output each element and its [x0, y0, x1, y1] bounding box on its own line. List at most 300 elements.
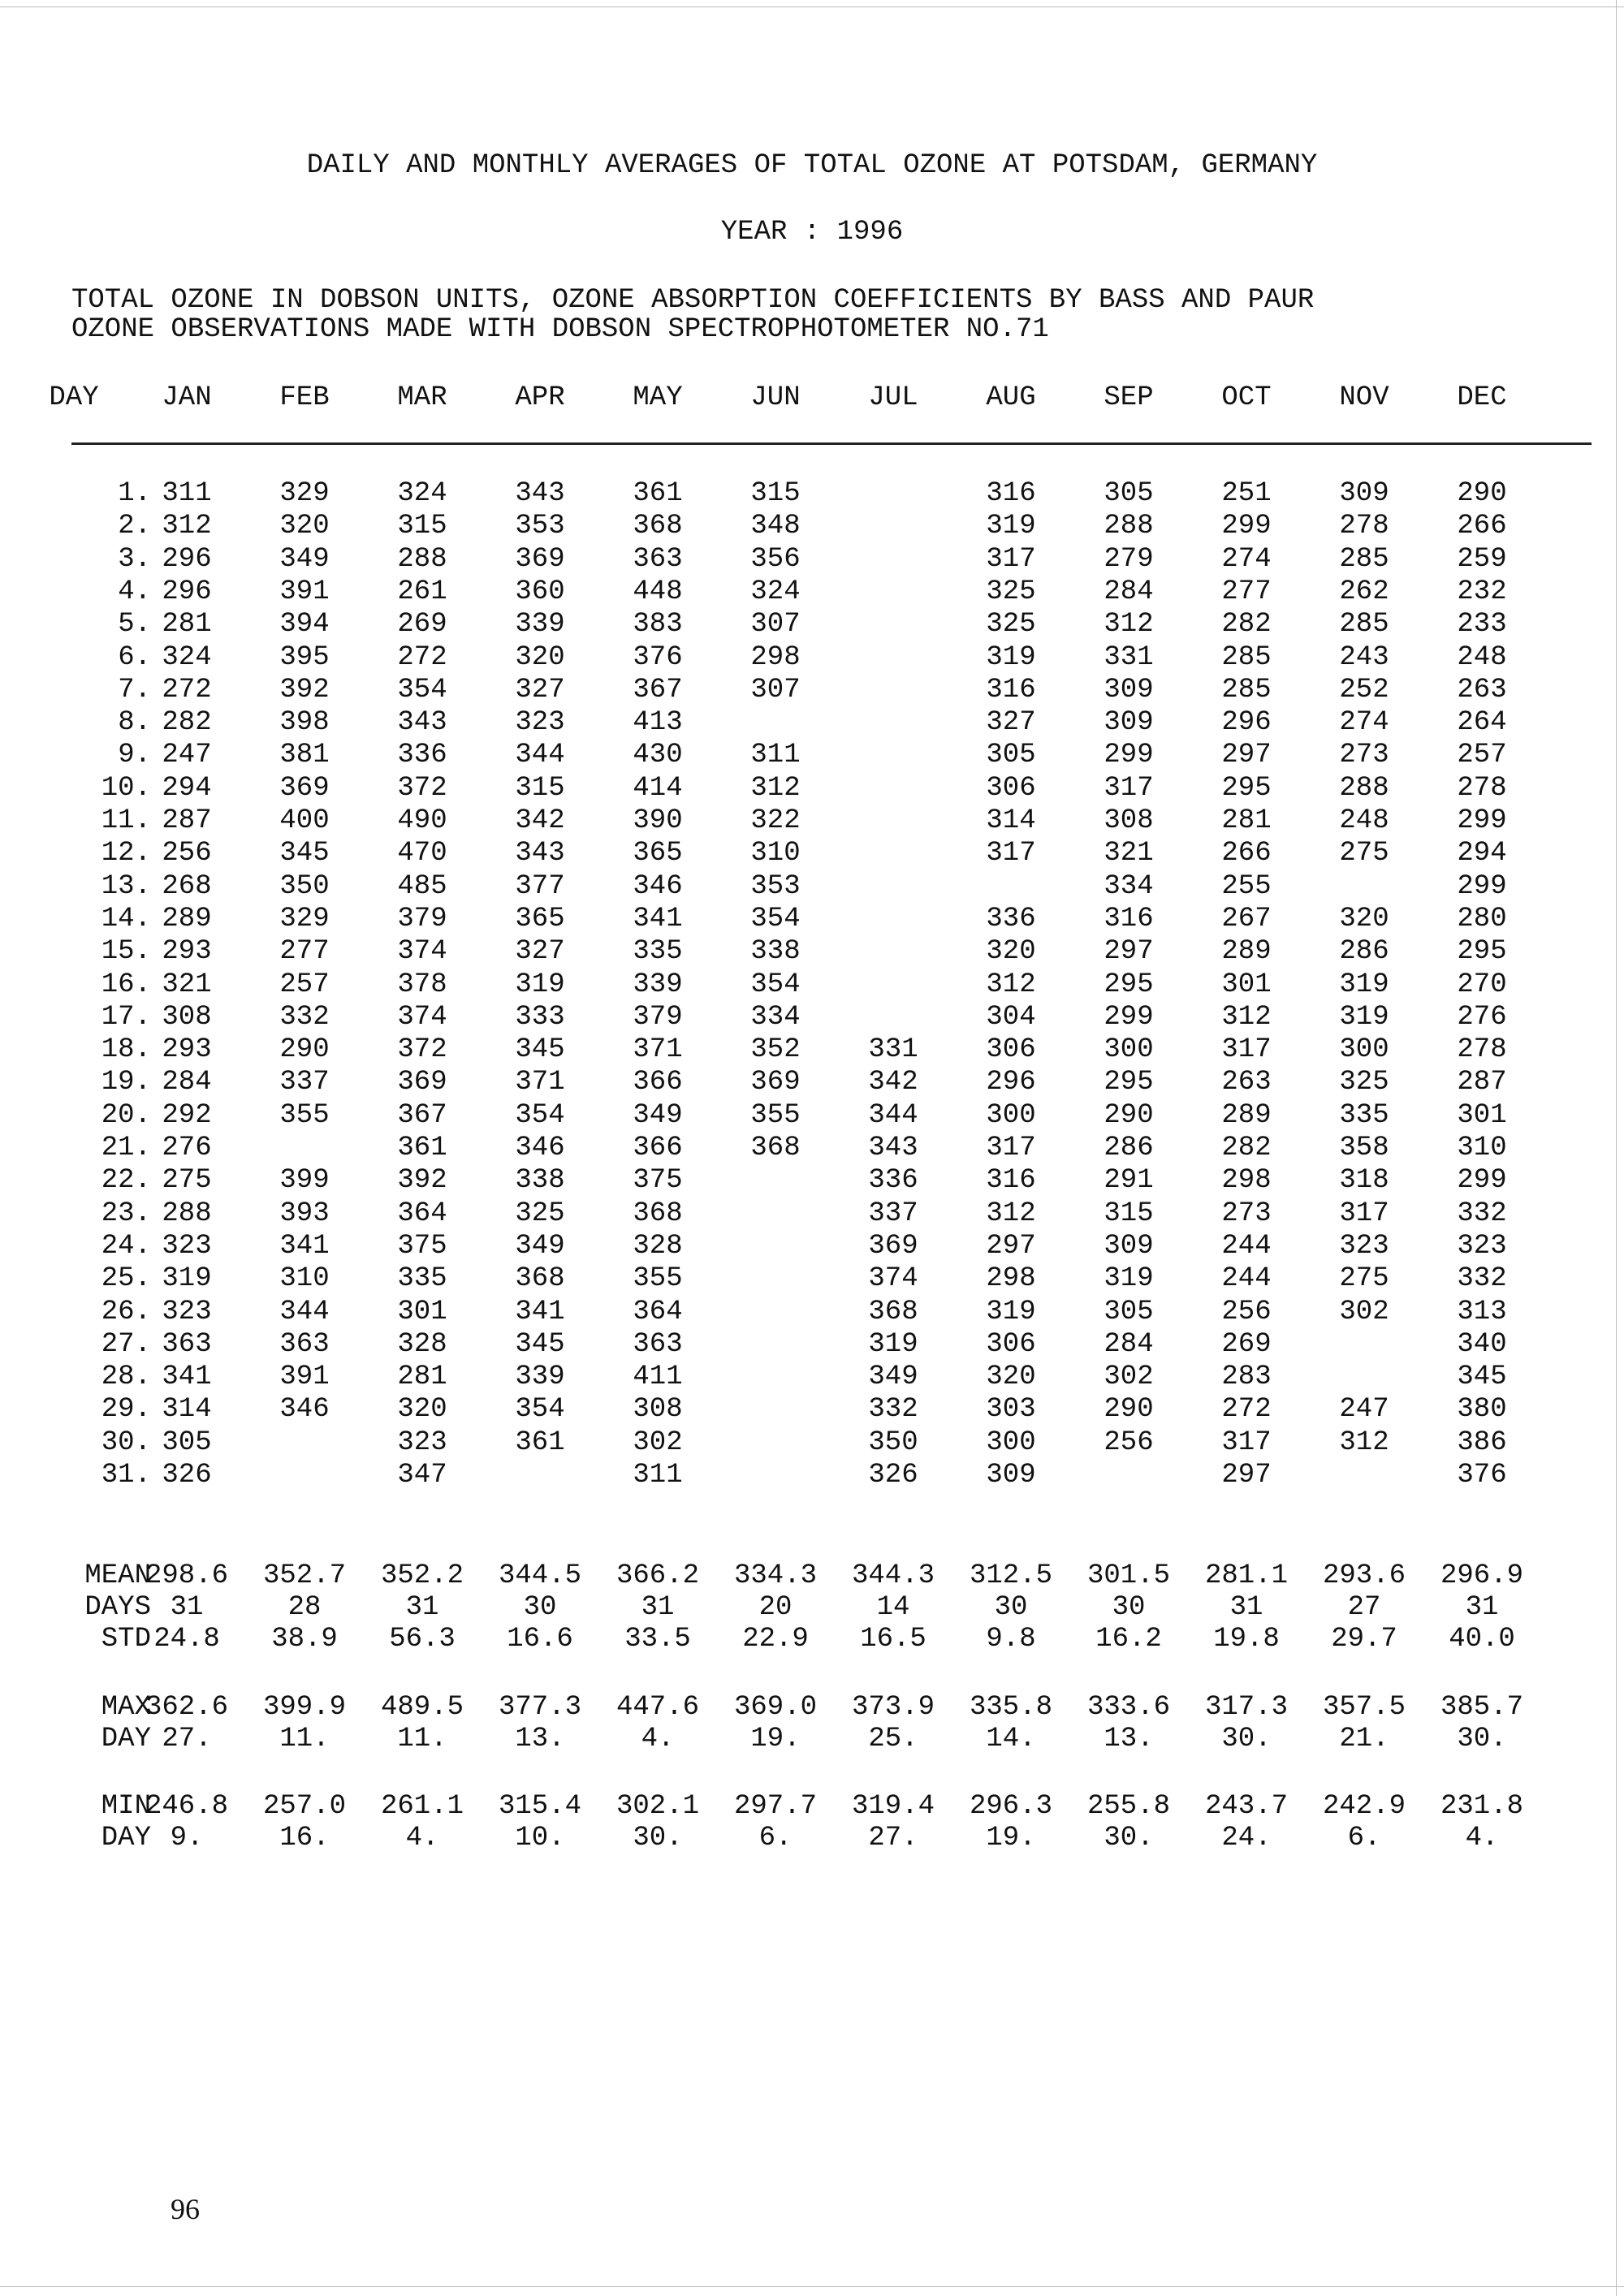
daily-value-cell: 326: [868, 1460, 918, 1491]
daily-value-cell: 280: [1457, 904, 1507, 934]
column-header: DAY: [49, 382, 99, 413]
daily-value-cell: 319: [986, 642, 1036, 673]
daily-value-cell: 323: [162, 1231, 212, 1262]
daily-value-cell: 317: [986, 838, 1036, 869]
daily-value-cell: 411: [633, 1362, 683, 1392]
daily-value-cell: 298: [986, 1263, 1036, 1294]
daily-value-cell: 345: [279, 838, 330, 869]
daily-value-cell: 310: [279, 1263, 330, 1294]
daily-value-cell: 379: [633, 1002, 683, 1033]
daily-value-cell: 256: [1221, 1297, 1272, 1327]
daily-value-cell: 325: [986, 609, 1036, 640]
daily-value-cell: 290: [1457, 478, 1507, 509]
daily-value-cell: 282: [1221, 1133, 1272, 1163]
daily-value-cell: 343: [515, 478, 565, 509]
daily-value-cell: 332: [1457, 1198, 1507, 1229]
summary-value-cell: 28: [287, 1592, 322, 1623]
summary-value-cell: 40.0: [1449, 1624, 1515, 1655]
daily-value-cell: 338: [515, 1165, 565, 1196]
summary-value-cell: 246.8: [145, 1791, 229, 1822]
daily-value-cell: 311: [633, 1460, 683, 1491]
daily-value-cell: 329: [279, 904, 330, 934]
daily-value-cell: 340: [1457, 1329, 1507, 1360]
column-header: AUG: [986, 382, 1036, 413]
day-label: 31.: [101, 1460, 151, 1491]
daily-value-cell: 306: [986, 773, 1036, 804]
daily-value-cell: 285: [1221, 642, 1272, 673]
daily-value-cell: 363: [279, 1329, 330, 1360]
day-label: 3.: [118, 544, 151, 575]
summary-value-cell: 11.: [397, 1724, 447, 1754]
summary-value-cell: 377.3: [498, 1692, 582, 1723]
page-number: 96: [171, 2193, 200, 2225]
column-header: NOV: [1339, 382, 1389, 413]
daily-value-cell: 301: [1457, 1100, 1507, 1131]
summary-value-cell: 30.: [1104, 1823, 1154, 1854]
page-title: DAILY AND MONTHLY AVERAGES OF TOTAL OZONE AT POTSDAM, GERMANY: [306, 150, 1318, 181]
summary-value-cell: 30: [1112, 1592, 1146, 1623]
summary-value-cell: 366.2: [615, 1560, 700, 1591]
daily-value-cell: 281: [1221, 805, 1272, 836]
daily-value-cell: 358: [1339, 1133, 1389, 1163]
summary-value-cell: 257.0: [262, 1791, 347, 1822]
daily-value-cell: 369: [397, 1067, 447, 1098]
daily-value-cell: 325: [515, 1198, 565, 1229]
summary-value-cell: 13.: [1104, 1724, 1154, 1754]
daily-value-cell: 295: [1104, 1067, 1154, 1098]
day-label: 8.: [118, 707, 151, 738]
daily-value-cell: 287: [162, 805, 212, 836]
summary-value-cell: 56.3: [389, 1624, 456, 1655]
summary-value-cell: 399.9: [262, 1692, 347, 1723]
daily-value-cell: 317: [1221, 1427, 1272, 1458]
daily-value-cell: 368: [515, 1263, 565, 1294]
daily-value-cell: 341: [633, 904, 683, 934]
summary-value-cell: 24.: [1221, 1823, 1272, 1854]
day-label: 23.: [101, 1198, 151, 1229]
daily-value-cell: 281: [162, 609, 212, 640]
day-label: 18.: [101, 1034, 151, 1065]
daily-value-cell: 393: [279, 1198, 330, 1229]
daily-value-cell: 323: [1457, 1231, 1507, 1262]
daily-value-cell: 329: [279, 478, 330, 509]
day-label: 10.: [101, 773, 151, 804]
daily-value-cell: 323: [515, 707, 565, 738]
daily-value-cell: 282: [162, 707, 212, 738]
summary-value-cell: 243.7: [1204, 1791, 1289, 1822]
daily-value-cell: 311: [162, 478, 212, 509]
daily-value-cell: 394: [279, 609, 330, 640]
daily-value-cell: 278: [1457, 1034, 1507, 1065]
daily-value-cell: 323: [162, 1297, 212, 1327]
daily-value-cell: 365: [633, 838, 683, 869]
summary-label: DAYS: [84, 1592, 151, 1623]
daily-value-cell: 321: [162, 969, 212, 1000]
day-label: 27.: [101, 1329, 151, 1360]
daily-value-cell: 319: [1104, 1263, 1154, 1294]
daily-value-cell: 339: [515, 1362, 565, 1392]
daily-value-cell: 272: [162, 675, 212, 706]
daily-value-cell: 342: [868, 1067, 918, 1098]
daily-value-cell: 380: [1457, 1394, 1507, 1425]
daily-value-cell: 346: [515, 1133, 565, 1163]
daily-value-cell: 309: [1104, 707, 1154, 738]
summary-value-cell: 333.6: [1086, 1692, 1171, 1723]
daily-value-cell: 341: [279, 1231, 330, 1262]
daily-value-cell: 321: [1104, 838, 1154, 869]
daily-value-cell: 317: [1221, 1034, 1272, 1065]
daily-value-cell: 290: [1104, 1394, 1154, 1425]
daily-value-cell: 317: [1104, 773, 1154, 804]
daily-value-cell: 256: [162, 838, 212, 869]
summary-value-cell: 14: [876, 1592, 910, 1623]
daily-value-cell: 309: [1104, 1231, 1154, 1262]
column-header: JAN: [162, 382, 212, 413]
column-header: JUL: [868, 382, 918, 413]
daily-value-cell: 320: [1339, 904, 1389, 934]
daily-value-cell: 307: [750, 675, 801, 706]
daily-value-cell: 289: [1221, 1100, 1272, 1131]
summary-label: MEAN: [84, 1560, 151, 1591]
daily-value-cell: 313: [1457, 1297, 1507, 1327]
summary-value-cell: 296.9: [1440, 1560, 1524, 1591]
daily-value-cell: 247: [1339, 1394, 1389, 1425]
summary-value-cell: 335.8: [969, 1692, 1053, 1723]
summary-value-cell: 298.6: [145, 1560, 229, 1591]
summary-value-cell: 293.6: [1322, 1560, 1406, 1591]
daily-value-cell: 288: [162, 1198, 212, 1229]
summary-value-cell: 16.5: [860, 1624, 926, 1655]
daily-value-cell: 285: [1339, 609, 1389, 640]
summary-value-cell: 352.7: [262, 1560, 347, 1591]
summary-value-cell: 30.: [633, 1823, 683, 1854]
daily-value-cell: 301: [397, 1297, 447, 1327]
header-rule: [71, 442, 1592, 445]
daily-value-cell: 266: [1221, 838, 1272, 869]
summary-value-cell: 261.1: [380, 1791, 464, 1822]
daily-value-cell: 334: [750, 1002, 801, 1033]
daily-value-cell: 314: [162, 1394, 212, 1425]
daily-value-cell: 372: [397, 773, 447, 804]
daily-value-cell: 296: [162, 576, 212, 607]
summary-value-cell: 31: [1465, 1592, 1499, 1623]
daily-value-cell: 247: [162, 740, 212, 770]
daily-value-cell: 364: [397, 1198, 447, 1229]
daily-value-cell: 269: [1221, 1329, 1272, 1360]
summary-value-cell: 25.: [868, 1724, 918, 1754]
daily-value-cell: 324: [397, 478, 447, 509]
daily-value-cell: 317: [986, 544, 1036, 575]
daily-value-cell: 292: [162, 1100, 212, 1131]
summary-value-cell: 334.3: [733, 1560, 818, 1591]
day-label: 4.: [118, 576, 151, 607]
daily-value-cell: 306: [986, 1034, 1036, 1065]
daily-value-cell: 349: [279, 544, 330, 575]
summary-value-cell: 24.8: [153, 1624, 220, 1655]
summary-value-cell: 319.4: [851, 1791, 935, 1822]
daily-value-cell: 284: [162, 1067, 212, 1098]
daily-value-cell: 448: [633, 576, 683, 607]
day-label: 11.: [101, 805, 151, 836]
daily-value-cell: 316: [1104, 904, 1154, 934]
daily-value-cell: 315: [397, 511, 447, 542]
daily-value-cell: 325: [1339, 1067, 1389, 1098]
daily-value-cell: 316: [986, 478, 1036, 509]
daily-value-cell: 320: [986, 936, 1036, 967]
daily-value-cell: 355: [633, 1263, 683, 1294]
daily-value-cell: 413: [633, 707, 683, 738]
daily-value-cell: 300: [1339, 1034, 1389, 1065]
daily-value-cell: 368: [633, 511, 683, 542]
daily-value-cell: 296: [162, 544, 212, 575]
summary-value-cell: 352.2: [380, 1560, 464, 1591]
daily-value-cell: 305: [1104, 478, 1154, 509]
daily-value-cell: 383: [633, 609, 683, 640]
daily-value-cell: 244: [1221, 1231, 1272, 1262]
daily-value-cell: 312: [1104, 609, 1154, 640]
daily-value-cell: 353: [750, 871, 801, 902]
daily-value-cell: 262: [1339, 576, 1389, 607]
daily-value-cell: 335: [633, 936, 683, 967]
daily-value-cell: 356: [750, 544, 801, 575]
year-line: YEAR : 1996: [720, 217, 904, 248]
summary-value-cell: 27.: [162, 1724, 212, 1754]
daily-value-cell: 367: [633, 675, 683, 706]
daily-value-cell: 378: [397, 969, 447, 1000]
summary-value-cell: 30.: [1457, 1724, 1507, 1754]
summary-value-cell: 10.: [515, 1823, 565, 1854]
daily-value-cell: 286: [1339, 936, 1389, 967]
summary-value-cell: 27.: [868, 1823, 918, 1854]
daily-value-cell: 339: [633, 969, 683, 1000]
summary-value-cell: 6.: [1347, 1823, 1381, 1854]
daily-value-cell: 248: [1339, 805, 1389, 836]
day-label: 29.: [101, 1394, 151, 1425]
daily-value-cell: 490: [397, 805, 447, 836]
summary-value-cell: 4.: [1465, 1823, 1499, 1854]
day-label: 28.: [101, 1362, 151, 1392]
summary-label: DAY: [101, 1823, 151, 1854]
daily-value-cell: 414: [633, 773, 683, 804]
daily-value-cell: 259: [1457, 544, 1507, 575]
daily-value-cell: 312: [986, 1198, 1036, 1229]
daily-value-cell: 275: [162, 1165, 212, 1196]
daily-value-cell: 297: [1104, 936, 1154, 967]
daily-value-cell: 352: [750, 1034, 801, 1065]
daily-value-cell: 285: [1221, 675, 1272, 706]
summary-value-cell: 16.2: [1095, 1624, 1162, 1655]
summary-value-cell: 231.8: [1440, 1791, 1524, 1822]
daily-value-cell: 312: [162, 511, 212, 542]
daily-value-cell: 267: [1221, 904, 1272, 934]
daily-value-cell: 290: [1104, 1100, 1154, 1131]
summary-value-cell: 344.3: [851, 1560, 935, 1591]
day-label: 12.: [101, 838, 151, 869]
daily-value-cell: 430: [633, 740, 683, 770]
summary-value-cell: 301.5: [1086, 1560, 1171, 1591]
daily-value-cell: 263: [1457, 675, 1507, 706]
summary-value-cell: 312.5: [969, 1560, 1053, 1591]
daily-value-cell: 365: [515, 904, 565, 934]
daily-value-cell: 257: [1457, 740, 1507, 770]
day-label: 15.: [101, 936, 151, 967]
day-label: 21.: [101, 1133, 151, 1163]
daily-value-cell: 315: [1104, 1198, 1154, 1229]
daily-value-cell: 300: [986, 1427, 1036, 1458]
daily-value-cell: 319: [515, 969, 565, 1000]
scan-edge-top: [0, 6, 1624, 7]
summary-value-cell: 30.: [1221, 1724, 1272, 1754]
daily-value-cell: 371: [515, 1067, 565, 1098]
daily-value-cell: 323: [1339, 1231, 1389, 1262]
daily-value-cell: 269: [397, 609, 447, 640]
daily-value-cell: 470: [397, 838, 447, 869]
daily-value-cell: 367: [397, 1100, 447, 1131]
day-label: 25.: [101, 1263, 151, 1294]
daily-value-cell: 319: [868, 1329, 918, 1360]
daily-value-cell: 302: [1339, 1297, 1389, 1327]
daily-value-cell: 308: [633, 1394, 683, 1425]
summary-value-cell: 16.: [279, 1823, 330, 1854]
daily-value-cell: 376: [1457, 1460, 1507, 1491]
daily-value-cell: 285: [1339, 544, 1389, 575]
daily-value-cell: 272: [1221, 1394, 1272, 1425]
daily-value-cell: 311: [750, 740, 801, 770]
daily-value-cell: 264: [1457, 707, 1507, 738]
daily-value-cell: 295: [1457, 936, 1507, 967]
daily-value-cell: 251: [1221, 478, 1272, 509]
daily-value-cell: 303: [986, 1394, 1036, 1425]
daily-value-cell: 326: [162, 1460, 212, 1491]
daily-value-cell: 333: [515, 1002, 565, 1033]
daily-value-cell: 233: [1457, 609, 1507, 640]
daily-value-cell: 360: [515, 576, 565, 607]
daily-value-cell: 363: [162, 1329, 212, 1360]
daily-value-cell: 248: [1457, 642, 1507, 673]
daily-value-cell: 353: [515, 511, 565, 542]
description-line-1: TOTAL OZONE IN DOBSON UNITS, OZONE ABSORPTION COEFFICIENTS BY BASS AND PAUR: [71, 285, 1315, 316]
summary-value-cell: 447.6: [615, 1692, 700, 1723]
summary-value-cell: 362.6: [145, 1692, 229, 1723]
day-label: 30.: [101, 1427, 151, 1458]
daily-value-cell: 400: [279, 805, 330, 836]
daily-value-cell: 312: [750, 773, 801, 804]
daily-value-cell: 319: [162, 1263, 212, 1294]
summary-value-cell: 242.9: [1322, 1791, 1406, 1822]
daily-value-cell: 337: [279, 1067, 330, 1098]
daily-value-cell: 319: [1339, 969, 1389, 1000]
day-label: 19.: [101, 1067, 151, 1098]
summary-value-cell: 302.1: [615, 1791, 700, 1822]
daily-value-cell: 336: [868, 1165, 918, 1196]
daily-value-cell: 349: [633, 1100, 683, 1131]
daily-value-cell: 320: [279, 511, 330, 542]
daily-value-cell: 281: [397, 1362, 447, 1392]
daily-value-cell: 317: [986, 1133, 1036, 1163]
daily-value-cell: 243: [1339, 642, 1389, 673]
summary-value-cell: 30: [523, 1592, 557, 1623]
day-label: 26.: [101, 1297, 151, 1327]
daily-value-cell: 308: [1104, 805, 1154, 836]
daily-value-cell: 295: [1104, 969, 1154, 1000]
daily-value-cell: 334: [1104, 871, 1154, 902]
daily-value-cell: 266: [1457, 511, 1507, 542]
daily-value-cell: 256: [1104, 1427, 1154, 1458]
summary-value-cell: 19.8: [1213, 1624, 1280, 1655]
daily-value-cell: 270: [1457, 969, 1507, 1000]
daily-value-cell: 305: [1104, 1297, 1154, 1327]
day-label: 5.: [118, 609, 151, 640]
daily-value-cell: 374: [397, 936, 447, 967]
summary-value-cell: 33.5: [624, 1624, 691, 1655]
daily-value-cell: 392: [397, 1165, 447, 1196]
daily-value-cell: 341: [515, 1297, 565, 1327]
daily-value-cell: 287: [1457, 1067, 1507, 1098]
summary-value-cell: 31: [170, 1592, 204, 1623]
daily-value-cell: 325: [986, 576, 1036, 607]
summary-value-cell: 30: [994, 1592, 1028, 1623]
daily-value-cell: 275: [1339, 1263, 1389, 1294]
daily-value-cell: 286: [1104, 1133, 1154, 1163]
daily-value-cell: 377: [515, 871, 565, 902]
daily-value-cell: 361: [397, 1133, 447, 1163]
daily-value-cell: 369: [279, 773, 330, 804]
daily-value-cell: 381: [279, 740, 330, 770]
daily-value-cell: 349: [868, 1362, 918, 1392]
daily-value-cell: 345: [1457, 1362, 1507, 1392]
column-header: JUN: [750, 382, 801, 413]
column-header: FEB: [279, 382, 330, 413]
day-label: 1.: [118, 478, 151, 509]
daily-value-cell: 299: [1457, 805, 1507, 836]
daily-value-cell: 395: [279, 642, 330, 673]
daily-value-cell: 304: [986, 1002, 1036, 1033]
daily-value-cell: 348: [750, 511, 801, 542]
daily-value-cell: 309: [1339, 478, 1389, 509]
daily-value-cell: 327: [986, 707, 1036, 738]
day-label: 24.: [101, 1231, 151, 1262]
daily-value-cell: 298: [750, 642, 801, 673]
daily-value-cell: 343: [868, 1133, 918, 1163]
summary-value-cell: 31: [641, 1592, 675, 1623]
daily-value-cell: 391: [279, 1362, 330, 1392]
daily-value-cell: 318: [1339, 1165, 1389, 1196]
daily-value-cell: 300: [1104, 1034, 1154, 1065]
daily-value-cell: 302: [633, 1427, 683, 1458]
summary-label: STD: [101, 1624, 151, 1655]
daily-value-cell: 273: [1339, 740, 1389, 770]
summary-value-cell: 255.8: [1086, 1791, 1171, 1822]
daily-value-cell: 288: [1104, 511, 1154, 542]
daily-value-cell: 354: [750, 904, 801, 934]
daily-value-cell: 308: [162, 1002, 212, 1033]
daily-value-cell: 310: [1457, 1133, 1507, 1163]
daily-value-cell: 337: [868, 1198, 918, 1229]
daily-value-cell: 399: [279, 1165, 330, 1196]
daily-value-cell: 336: [397, 740, 447, 770]
daily-value-cell: 244: [1221, 1263, 1272, 1294]
daily-value-cell: 314: [986, 805, 1036, 836]
daily-value-cell: 293: [162, 936, 212, 967]
daily-value-cell: 312: [1339, 1427, 1389, 1458]
daily-value-cell: 296: [986, 1067, 1036, 1098]
daily-value-cell: 300: [986, 1100, 1036, 1131]
daily-value-cell: 345: [515, 1034, 565, 1065]
column-header: OCT: [1221, 382, 1272, 413]
daily-value-cell: 320: [397, 1394, 447, 1425]
daily-value-cell: 307: [750, 609, 801, 640]
daily-value-cell: 291: [1104, 1165, 1154, 1196]
